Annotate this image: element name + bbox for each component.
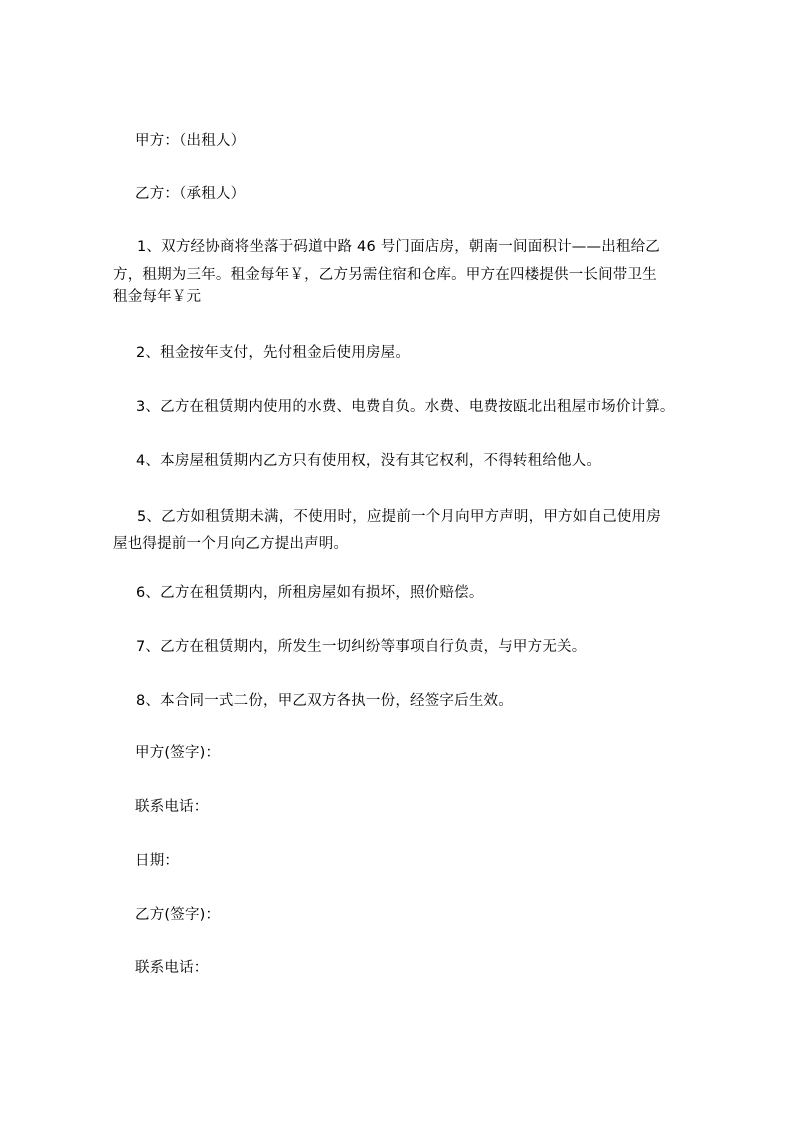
clause-1-line-2: 方，租期为三年。租金每年￥，乙方另需住宿和仓库。甲方在四楼提供一长间带卫生: [113, 267, 657, 283]
clause-6: 6、乙方在租赁期内，所租房屋如有损坏，照价赔偿。: [136, 585, 484, 601]
clause-1: [113, 233, 660, 311]
party-a-label: 甲方：（出租人）: [135, 133, 246, 149]
clause-5-line-2: 屋也得提前一个月向乙方提出声明。: [113, 536, 349, 552]
party-a-phone-field: 联系电话：: [135, 799, 209, 815]
date-field: 日期：: [135, 853, 180, 869]
clause-8: 8、本合同一式二份，甲乙双方各执一份，经签字后生效。: [136, 693, 513, 709]
clause-7: 7、乙方在租赁期内，所发生一切纠纷等事项自行负责，与甲方无关。: [136, 639, 587, 655]
party-b-signature-field: 乙方(签字)：: [135, 907, 221, 923]
clause-5-line-1: 5、乙方如租赁期未满，不使用时，应提前一个月向甲方声明，甲方如自己使用房: [137, 509, 661, 525]
clause-1-line-1: 1、双方经协商将坐落于码道中路 46 号门面店房，朝南一间面积计——出租给乙: [137, 239, 660, 255]
party-b-phone-field: 联系电话：: [135, 960, 209, 976]
clause-4: 4、本房屋租赁期内乙方只有使用权，没有其它权利，不得转租给他人。: [136, 453, 602, 469]
clause-2: 2、租金按年支付，先付租金后使用房屋。: [136, 345, 411, 361]
party-a-signature-field: 甲方(签字)：: [135, 745, 221, 761]
clause-1-line-3: 租金每年￥元: [113, 289, 202, 305]
clause-5: [113, 503, 661, 558]
party-b-label: 乙方：（承租人）: [135, 186, 246, 202]
clause-3: 3、乙方在租赁期内使用的水费、电费自负。水费、电费按瓯北出租屋市场价计算。: [136, 399, 675, 415]
